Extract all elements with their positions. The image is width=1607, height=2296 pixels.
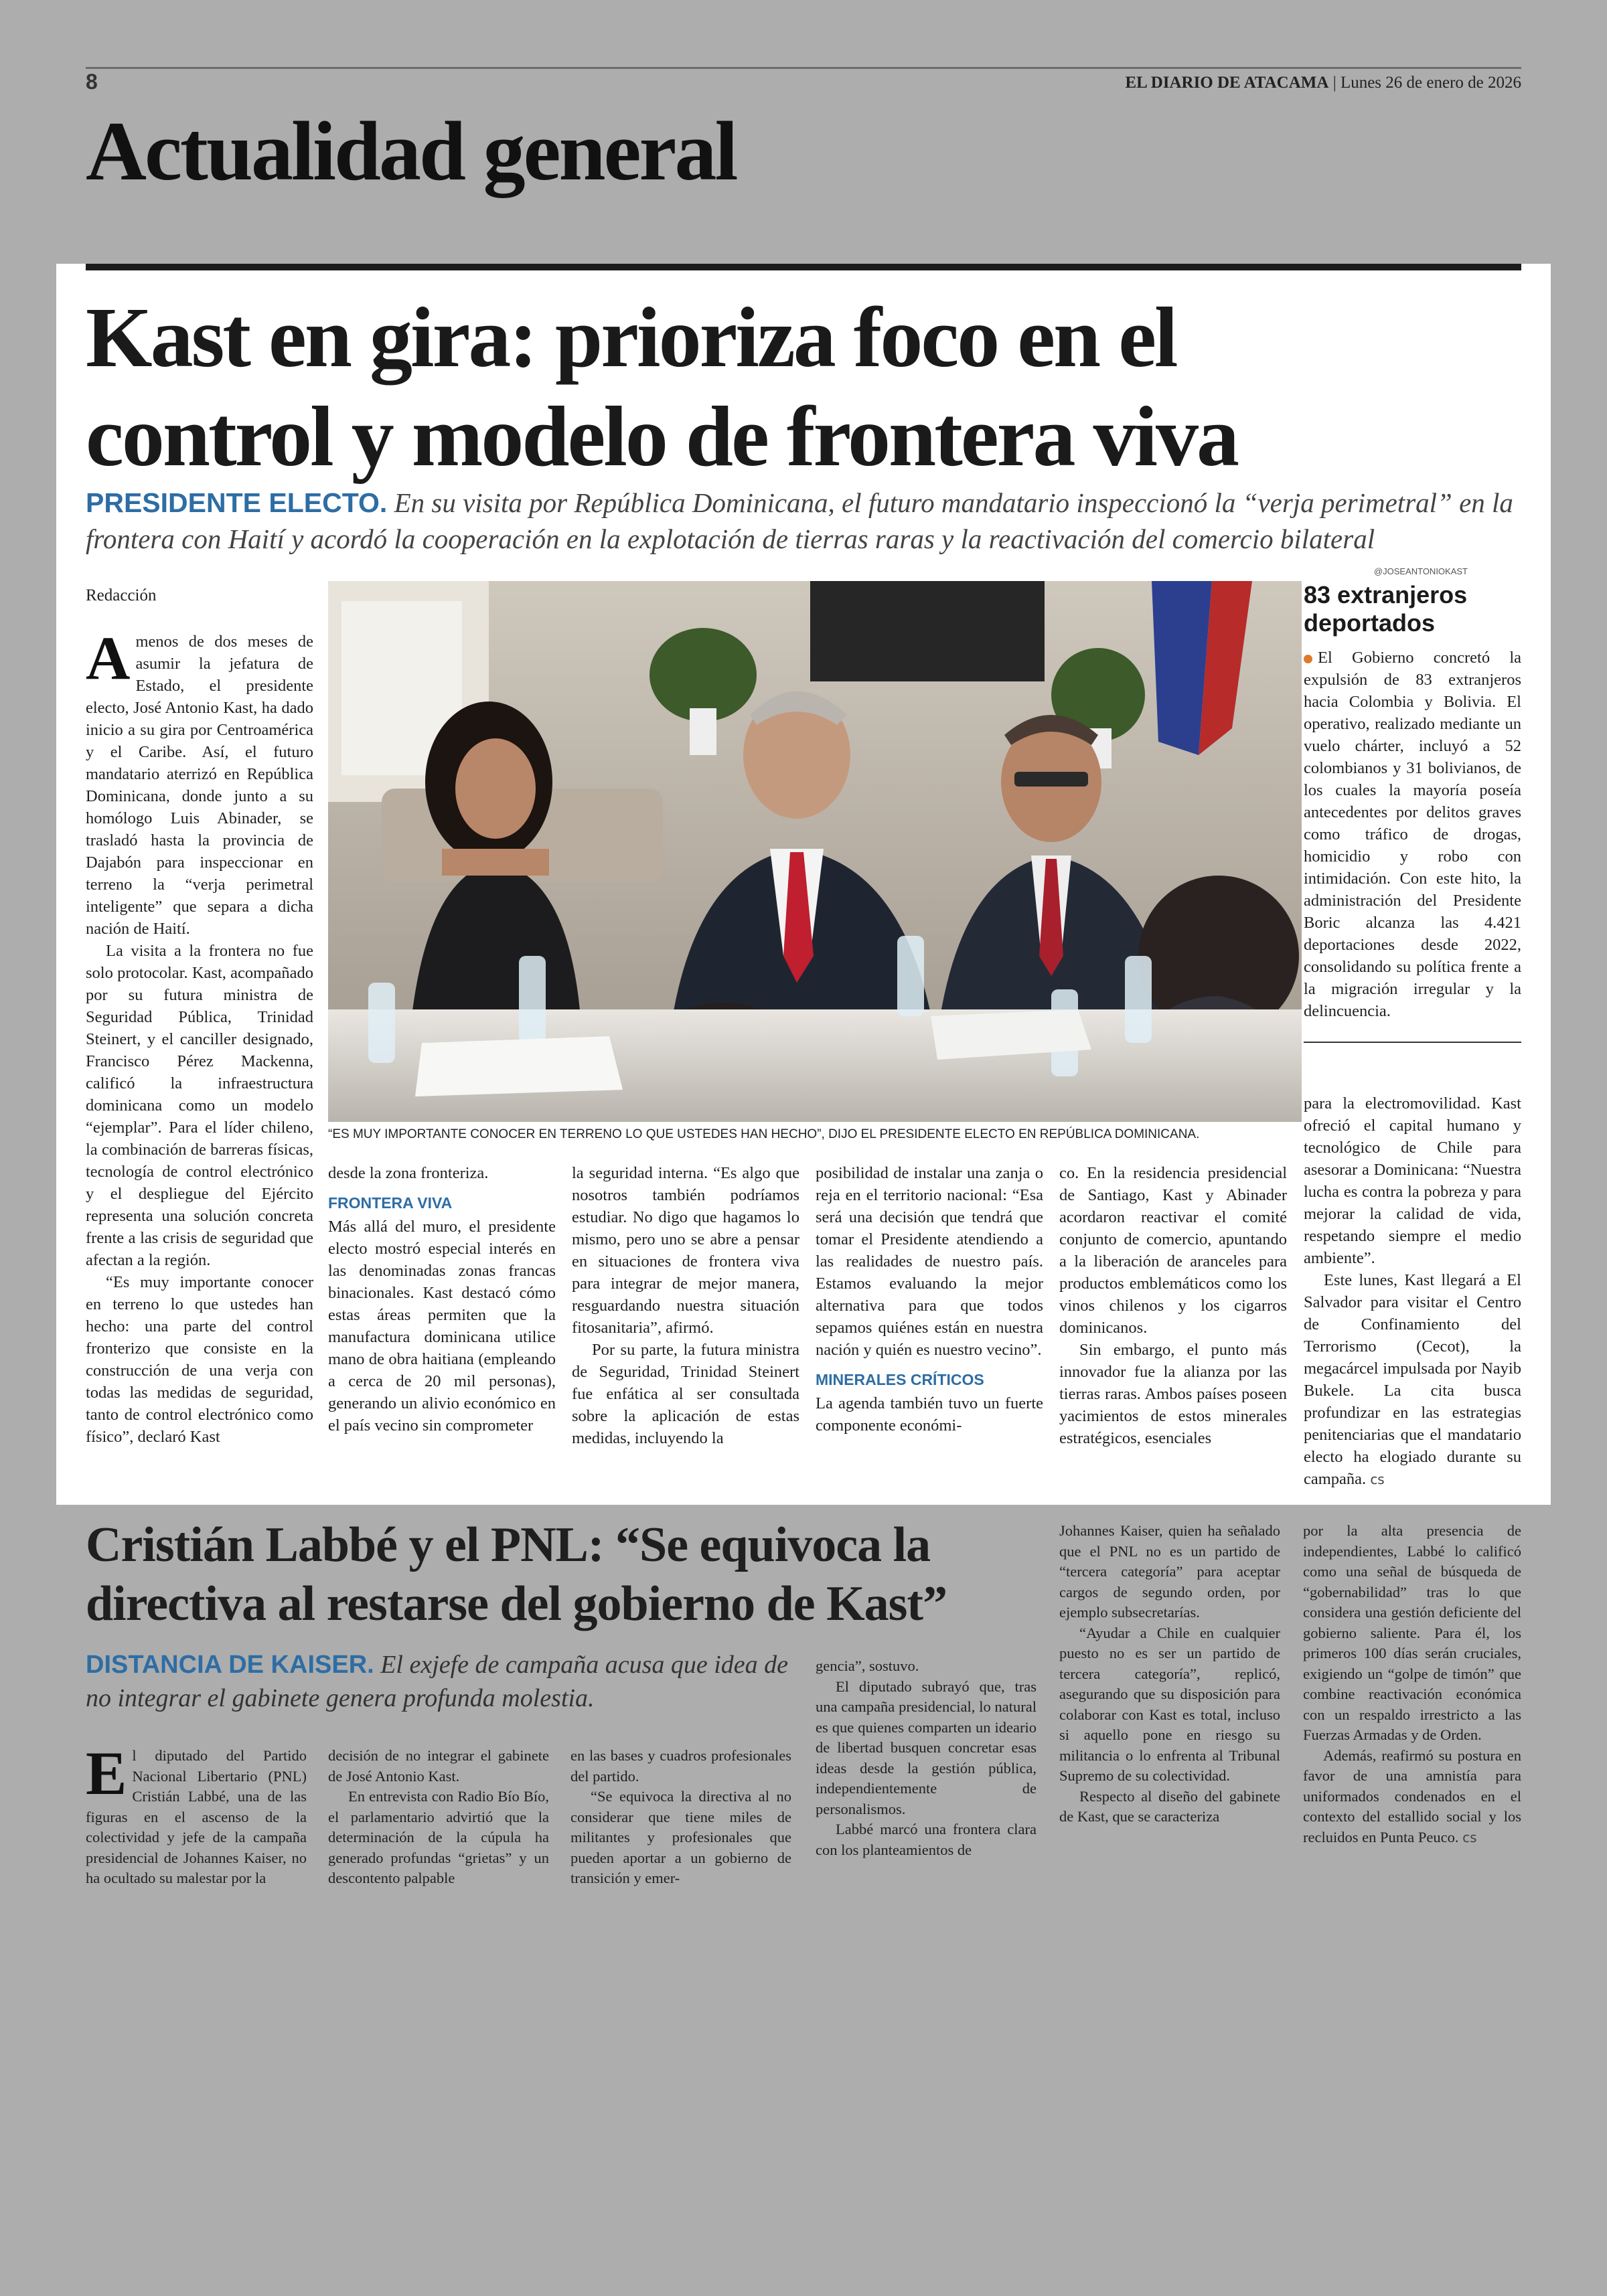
main-col-5-p2: Sin embargo, el punto más innovador fue la alianza por las tierras raras. Ambos países poseen yacimientos de estos minerales estratégicos, esenciales <box>1059 1341 1287 1447</box>
second-col-1 <box>86 1739 307 1889</box>
second-col-6-p2: Además, reafirmó su postura en favor de una amnistía para uniformados condenados en el contexto del estallido social y los recluidos en Punta Peuco. cs <box>1303 1746 1521 1846</box>
second-deck-text: El exjefe de campaña acusa que idea de no integrar el gabinete genera profunda molestia. <box>86 1651 789 1712</box>
second-col-5-p2: “Ayudar a Chile en cualquier puesto no es ser un partido de tercera categoría”, replicó, asegurando que su disposición para colaborar con Kast es total, incluso si aquello pone en riesgo su militancia o lo enfrenta al Tribunal Supremo de su colectividad. <box>1059 1624 1280 1784</box>
main-col-6-p1: para la electromovilidad. Kast ofreció el capital humano y tecnológico de Chile para asesorar a Dominicana: “Nuestra lucha es contra la pobreza y para mejorar la calidad de vida, respetando siempre el medio ambiente”. <box>1304 1094 1521 1267</box>
main-headline-line1: Kast en gira: prioriza foco en el <box>86 290 1176 385</box>
second-col-6-p1: por la alta presencia de independientes, Labbé lo calificó como una señal de búsqueda de “gobernabilidad” tras lo que considera una gestión deficiente del gobierno saliente. Para él, los primeros 100 días serán cruciales, exigiendo un “golpe de timón” que combine reactivación económica con un respaldo irrestricto a las Fuerzas Armadas y de Orden. <box>1303 1522 1521 1743</box>
sidebar-text: El Gobierno concretó la expulsión de 83 extranjeros hacia Colombia y Bolivia. El operativo, realizado mediante un vuelo chárter, incluyó a 52 colombianos y 31 bolivianos, de los cuales la mayoría poseía antecedentes por delitos graves como tráfico de drogas, homicidio y robo con intimidación. Con este hito, la administración del Presidente Boric alcanza las 4.421 deportaciones desde 2022, consolidando su política frente a la migración irregular y la delincuencia. <box>1304 649 1521 1020</box>
main-col-5-p1: co. En la residencia presidencial de Santiago, Kast y Abinader acordaron reactivar el comité conjunto de comercio, apuntando a la liberación de aranceles para productos emblemáticos como los vinos chilenos y los cigarros dominicanos. <box>1059 1164 1287 1337</box>
subhead-frontera-viva: FRONTERA VIVA <box>328 1194 453 1212</box>
second-col-1-p1: El diputado del Partido Nacional Libertario (PNL) Cristián Labbé, una de las figuras en el ascenso de la colectividad y jefe de la campaña presidencial de Johannes Kaiser, no ha ocultado su malestar por la <box>86 1739 307 1886</box>
sidebar-body <box>1304 647 1521 1022</box>
article-top-rule <box>86 264 1521 270</box>
second-deck <box>86 1648 795 1715</box>
main-headline-line2: control y modelo de frontera viva <box>86 389 1237 484</box>
main-col-3-p2: Por su parte, la futura ministra de Seguridad, Trinidad Steinert fue enfática al ser consultada sobre la aplicación de estas medidas, incluyendo la <box>572 1341 799 1447</box>
second-col-2-p1: decisión de no integrar el gabinete de José Antonio Kast. <box>328 1747 549 1785</box>
dropcap: A <box>86 624 131 692</box>
second-col-5-p1: Johannes Kaiser, quien ha señalado que el PNL no es un partido de “tercera categoría” para aceptar cargos de segundo orden, por ejemplo subsecretarías. <box>1059 1522 1280 1621</box>
main-col-2-p2: Más allá del muro, el presidente electo mostró especial interés en las denominadas zonas francas binacionales. Kast destacó cómo estas áreas permiten que la manufactura dominicana utilice mano de obra haitiana (empleando a cerca de 20 mil personas), generando un alivio económico en el país vecino sin comprometer <box>328 1218 556 1434</box>
main-col-1-p1: Amenos de dos meses de asumir la jefatura de Estado, el presidente electo, José Antonio Kast, ha dado inicio a su gira por Centroamérica y el Caribe. Así, el futuro mandatario aterrizó en República Dominicana, donde junto a su homólogo Luis Abinader, se trasladó hasta la provincia de Dajabón para inspeccionar en terreno la “verja perimetral inteligente” que separa a dicha nación de Haití. <box>86 624 313 938</box>
masthead <box>1125 74 1521 92</box>
second-col-3-p1: en las bases y cuadros profesionales del partido. <box>570 1747 791 1785</box>
subhead-minerales-criticos: MINERALES CRÍTICOS <box>816 1371 984 1388</box>
second-col-6 <box>1303 1521 1521 1848</box>
page-number: 8 <box>86 70 98 94</box>
main-kicker: PRESIDENTE ELECTO. <box>86 487 388 518</box>
second-col-4-p2: El diputado subrayó que, tras una campaña presidencial, lo natural es que quienes comparten un ideario de libertad busquen concretar esas ideas desde la gestión pública, independientemente de personalismos. <box>816 1677 1037 1817</box>
second-col-5-p3: Respecto al diseño del gabinete de Kast, que se caracteriza <box>1059 1787 1280 1825</box>
photo-caption: “ES MUY IMPORTANTE CONOCER EN TERRENO LO QUE USTEDES HAN HECHO”, DIJO EL PRESIDENTE ELECTO EN REPÚBLICA DOMINICANA. <box>328 1127 1200 1141</box>
main-col-2 <box>328 1162 556 1437</box>
main-deck <box>86 485 1521 557</box>
second-col-3 <box>570 1746 791 1889</box>
main-col-4 <box>816 1162 1043 1437</box>
second-kicker: DISTANCIA DE KAISER. <box>86 1651 374 1679</box>
photo-credit: @JOSEANTONIOKAST <box>1373 566 1468 576</box>
main-article <box>56 264 1551 1505</box>
end-mark-icon: cs <box>1370 1471 1385 1487</box>
second-headline-line1: Cristián Labbé y el PNL: “Se equivoca la <box>86 1518 931 1572</box>
sidebar-title: 83 extranjeros deportados <box>1304 581 1468 637</box>
publication-date: | Lunes 26 de enero de 2026 <box>1332 74 1521 92</box>
second-col-4-p3: Labbé marcó una frontera clara con los planteamientos de <box>816 1821 1037 1858</box>
second-col-2 <box>328 1746 549 1889</box>
publication-name: EL DIARIO DE ATACAMA <box>1125 74 1329 92</box>
top-rule <box>86 67 1521 69</box>
meeting-photo-illustration <box>328 581 1302 1122</box>
bullet-dot-icon <box>1304 655 1312 663</box>
second-col-5 <box>1059 1521 1280 1827</box>
second-col-4 <box>816 1656 1037 1860</box>
second-col-3-p2: “Se equivoca la directiva al no considerar que tiene miles de militantes y profesionales que pueden aportar a un gobierno de transición y emer- <box>570 1788 791 1886</box>
main-deck-text: En su visita por República Dominicana, el futuro mandatario inspeccionó la “verja perimetral” en la frontera con Haití y acordó la cooperación en la explotación de tierras raras y la reactivación del comercio bilateral <box>86 487 1513 554</box>
second-headline <box>86 1515 1070 1633</box>
main-col-5 <box>1059 1162 1287 1449</box>
main-col-6-p2: Este lunes, Kast llegará a El Salvador para visitar el Centro de Confinamiento del Terrorismo (Cecot), la megacárcel impulsada por Nayib Bukele. La cita busca profundizar en las estrategias penitenciarias que el mandatario electo ha elogiado durante su campaña. cs <box>1304 1271 1521 1488</box>
second-headline-line2: directiva al restarse del gobierno de Kast” <box>86 1576 947 1631</box>
main-col-1 <box>86 624 313 1448</box>
main-col-4-p2: La agenda también tuvo un fuerte componente económi- <box>816 1394 1043 1434</box>
main-col-2-p1: desde la zona fronteriza. <box>328 1164 489 1182</box>
second-col-2-p2: En entrevista con Radio Bío Bío, el parlamentario advirtió que la determinación de la cúpula ha generado profundas “grietas” y un descontento palpable <box>328 1788 549 1886</box>
end-mark-icon: cs <box>1462 1829 1477 1846</box>
main-col-4-p1: posibilidad de instalar una zanja o reja en el territorio nacional: “Esa será una decisión que tendrá que tomar el Presidente atendiendo a las realidades de nuestro país. Estamos evaluando la mejor alternativa para que todos sepamos quiénes están en nuestra nación y quién es nuestro vecino”. <box>816 1164 1043 1359</box>
sidebar-bottom-rule <box>1304 1042 1521 1043</box>
second-col-4-p1: gencia”, sostuvo. <box>816 1657 919 1674</box>
main-col-3 <box>572 1162 799 1449</box>
main-col-6 <box>1304 1092 1521 1491</box>
byline: Redacción <box>86 586 157 604</box>
dropcap: E <box>86 1739 127 1807</box>
section-title: Actualidad general <box>86 105 737 198</box>
main-col-1-p3: “Es muy importante conocer en terreno lo que ustedes han hecho: una parte del control fronterizo que consiste en la construcción de una verja con todas las medidas de seguridad, tanto de control electrónico como físico”, declaró Kast <box>86 1273 313 1446</box>
main-col-3-p1: la seguridad interna. “Es algo que nosotros también podríamos estudiar. No digo que hagamos lo mismo, pero uno se abre a pensar en situaciones de frontera viva para integrar de mejor manera, resguardando nuestra situación fitosanitaria”, afirmó. <box>572 1164 799 1337</box>
main-col-1-p2: La visita a la frontera no fue solo protocolar. Kast, acompañado por su futura ministra de Seguridad Pública, Trinidad Steinert, y el canciller designado, Francisco Pérez Mackenna, calificó la infraestructura dominicana como un modelo “ejemplar”. Para el líder chileno, la combinación de barreras físicas, tecnología de control electrónico y el despliegue del Ejército representa una solución concreta frente a las crisis de seguridad que afectan a la región. <box>86 942 313 1269</box>
main-photo <box>328 581 1302 1122</box>
main-headline <box>86 288 1521 486</box>
